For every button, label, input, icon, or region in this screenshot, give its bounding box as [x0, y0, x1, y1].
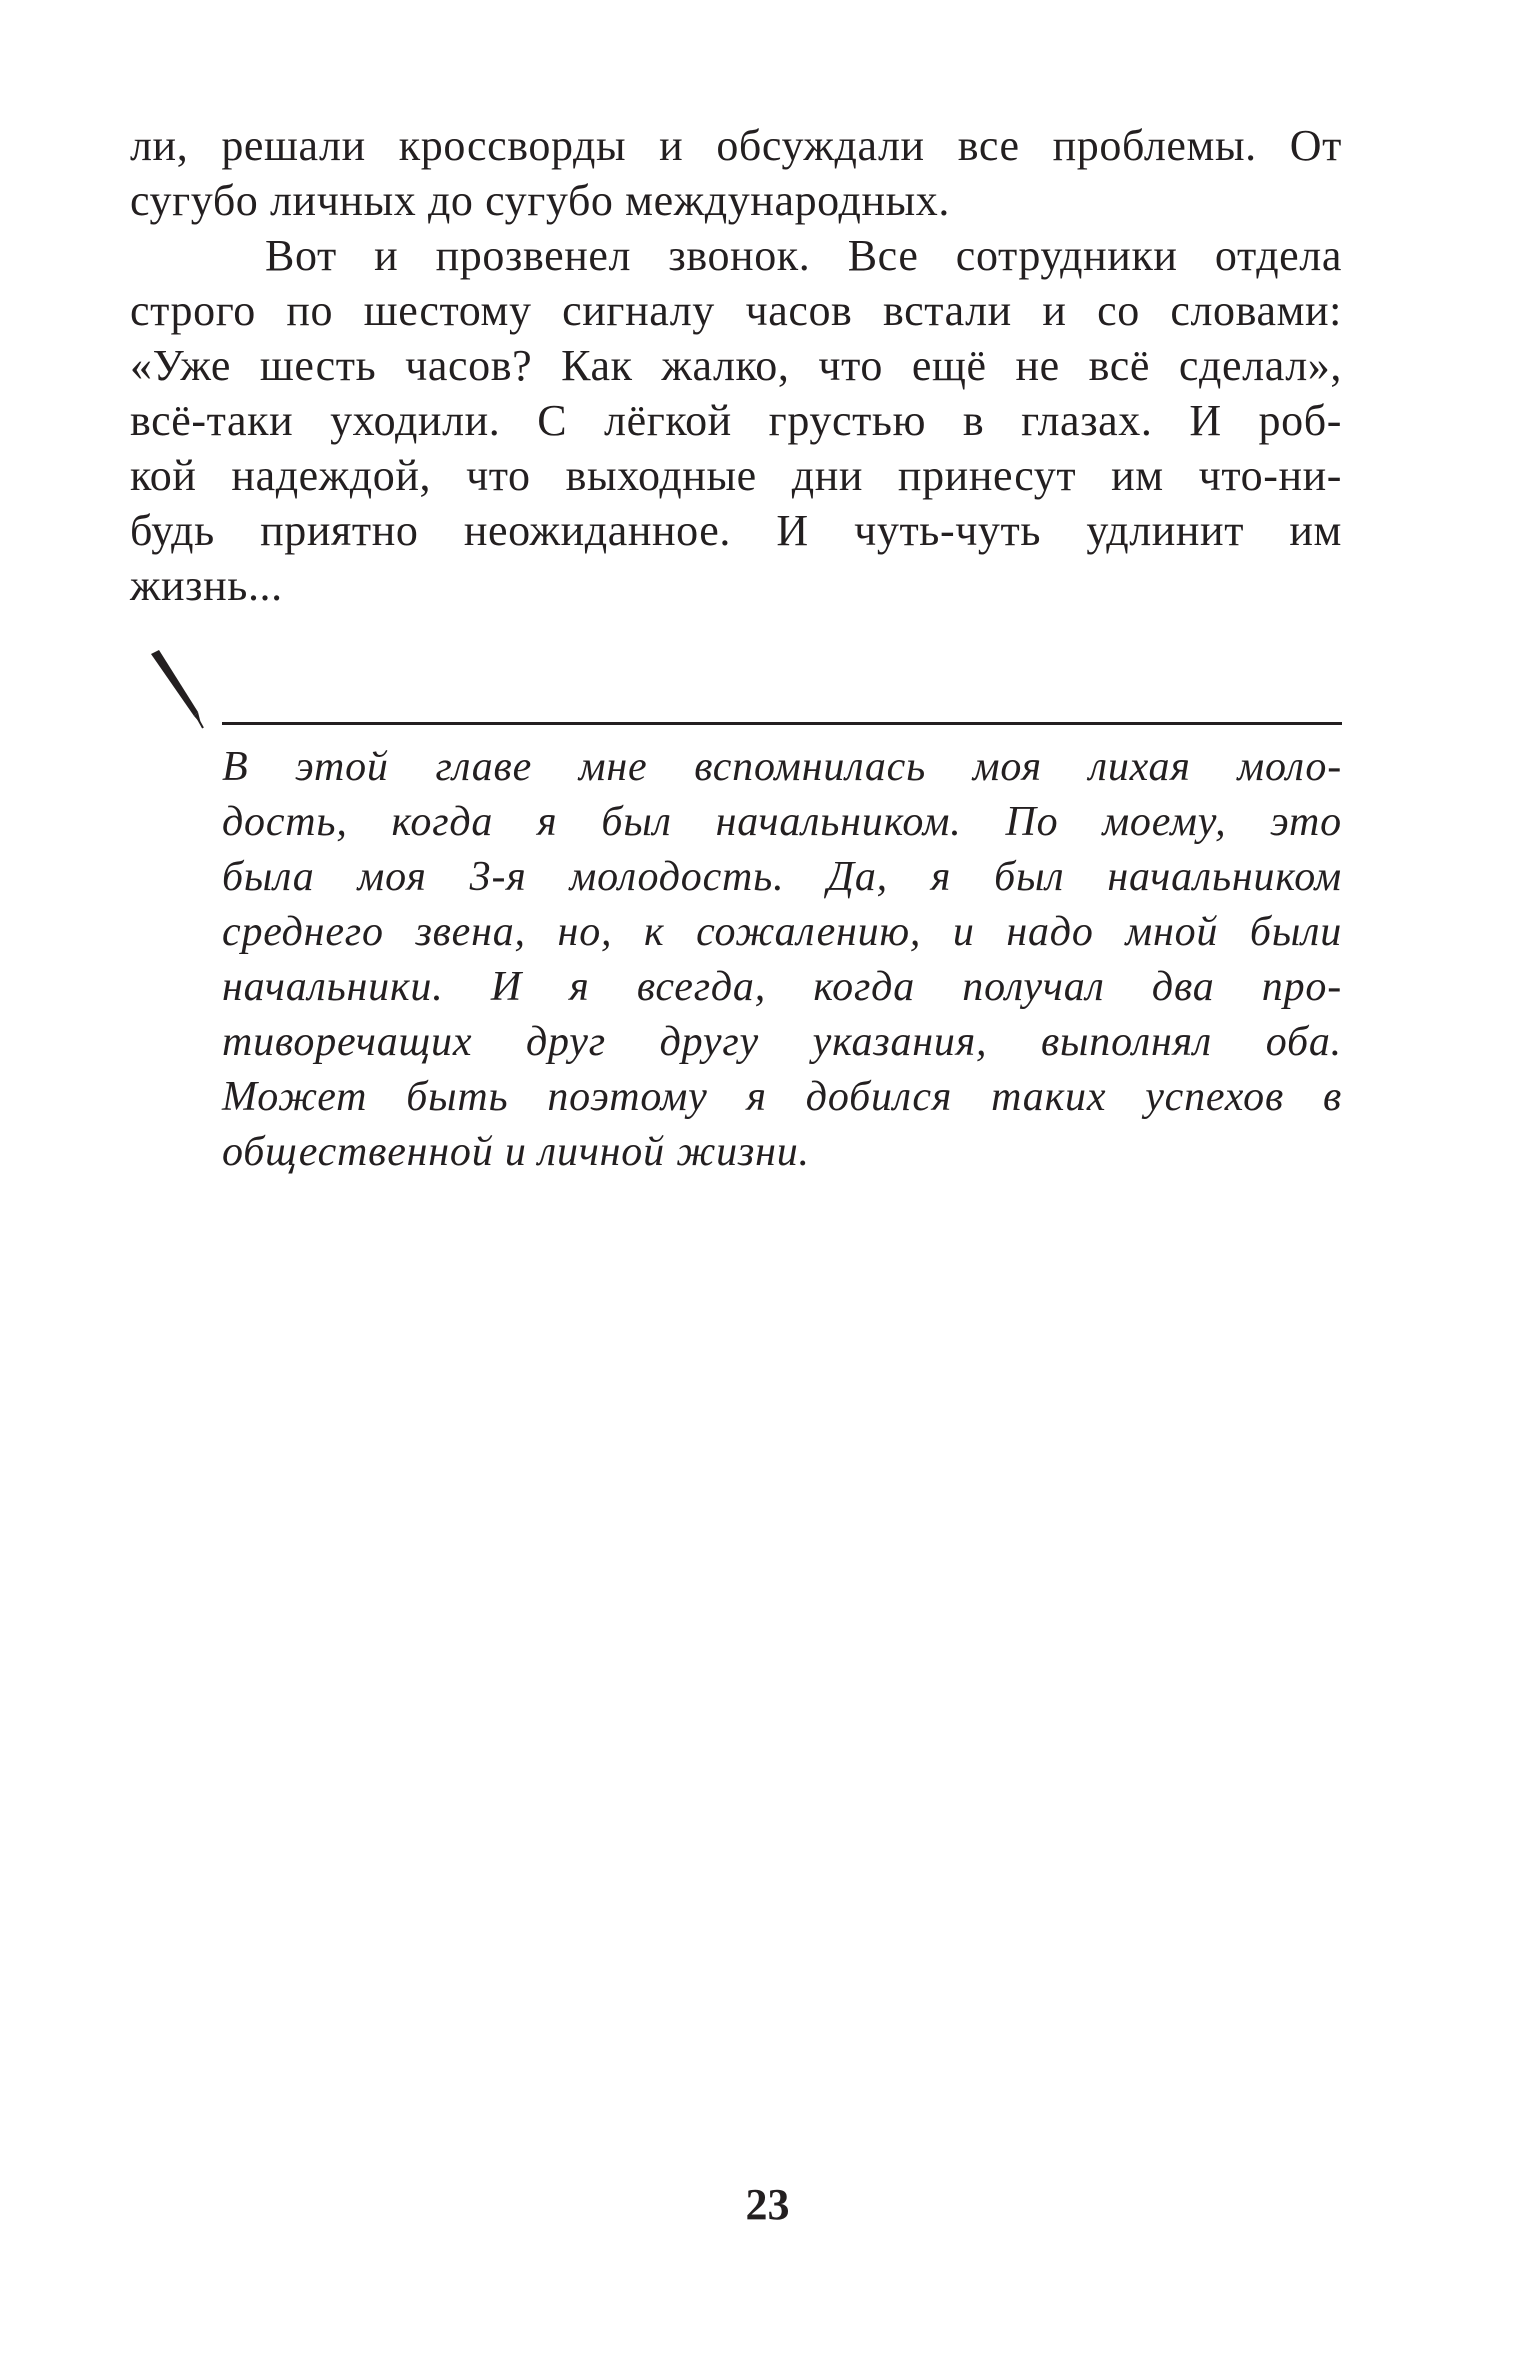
note-divider: [222, 722, 1342, 725]
body-line: строго по шестому сигналу часов встали и со словами:: [130, 286, 1342, 335]
page-number: 23: [745, 2180, 790, 2229]
note-line: Может быть поэтому я добился таких успехов в: [222, 1074, 1342, 1120]
note-line: была моя 3-я молодость. Да, я был начальником: [222, 854, 1342, 900]
body-line: кой надеждой, что выходные дни принесут им что-ни-: [130, 451, 1342, 500]
body-line: сугубо личных до сугубо международных.: [130, 176, 950, 225]
body-line: будь приятно неожиданное. И чуть-чуть удлинит им: [130, 506, 1342, 555]
body-line: ли, решали кроссворды и обсуждали все проблемы. От: [130, 121, 1342, 170]
note-line: среднего звена, но, к сожалению, и надо мной были: [222, 909, 1342, 955]
body-line: всё-таки уходили. С лёгкой грустью в глазах. И роб-: [130, 396, 1342, 445]
body-line: жизнь...: [130, 561, 283, 610]
note-line: тиворечащих друг другу указания, выполнял оба.: [222, 1019, 1342, 1065]
note-line: общественной и личной жизни.: [222, 1129, 810, 1175]
note-line: дость, когда я был начальником. По моему, это: [222, 799, 1342, 845]
body-text: [130, 118, 1342, 613]
body-line: «Уже шесть часов? Как жалко, что ещё не всё сделал»,: [130, 341, 1342, 390]
note-line: начальники. И я всегда, когда получал два про-: [222, 964, 1342, 1010]
author-note: [222, 740, 1342, 1180]
note-line: В этой главе мне вспомнилась моя лихая моло-: [222, 744, 1342, 790]
pen-icon: [148, 650, 206, 730]
body-line: Вот и прозвенел звонок. Все сотрудники отдела: [265, 231, 1342, 280]
